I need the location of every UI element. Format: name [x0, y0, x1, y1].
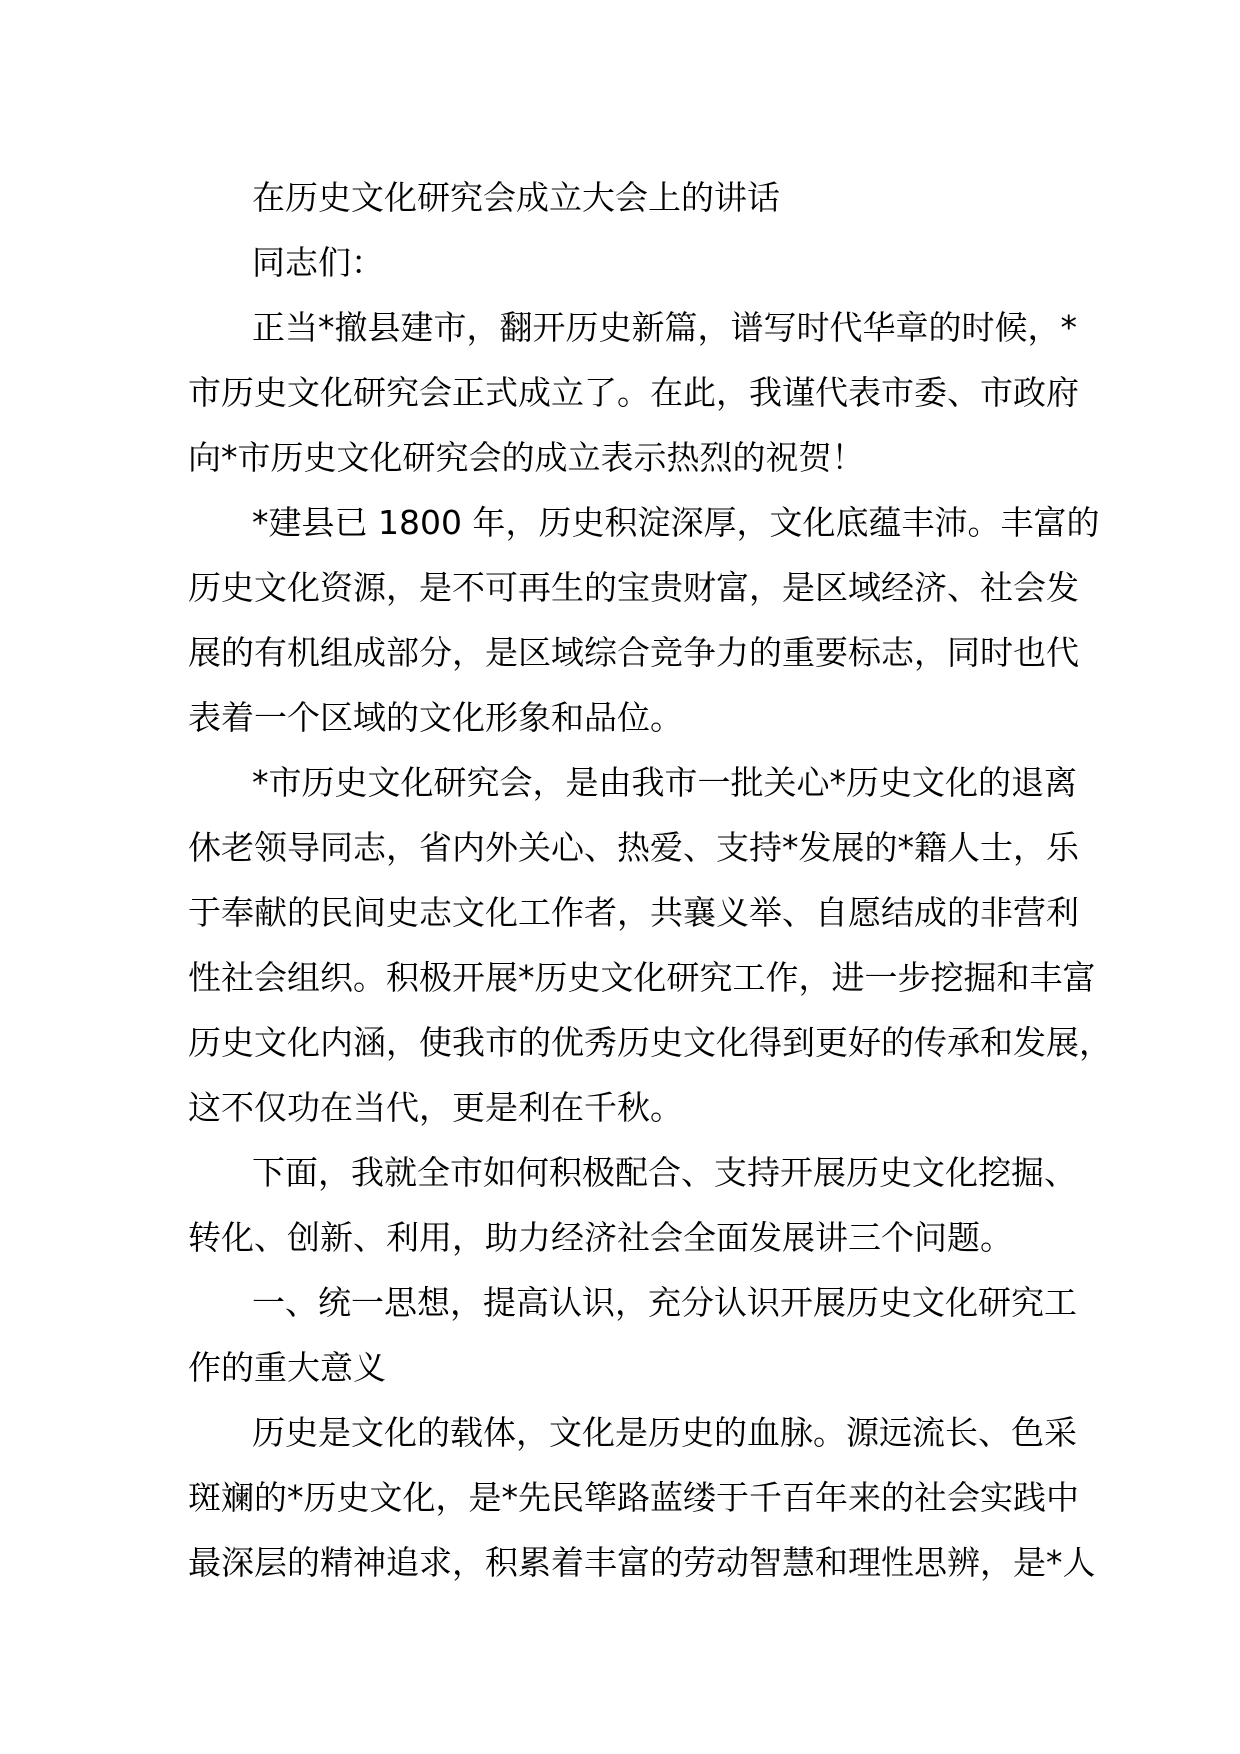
- paragraph-line: 这不仅功在当代，更是利在千秋。: [188, 1088, 683, 1127]
- paragraph-line: 转化、创新、利用，助力经济社会全面发展讲三个问题。: [188, 1218, 1013, 1257]
- paragraph-line: 展的有机组成部分，是区域综合竞争力的重要标志，同时也代: [188, 633, 1079, 672]
- paragraph-line: 历史文化资源，是不可再生的宝贵财富，是区域经济、社会发: [188, 568, 1079, 607]
- section-heading: 一、统一思想，提高认识，充分认识开展历史文化研究工: [252, 1283, 1077, 1322]
- salutation: 同志们：: [252, 243, 384, 282]
- paragraph-line: 市历史文化研究会正式成立了。在此，我谨代表市委、市政府: [188, 373, 1079, 412]
- paragraph-line: 向*市历史文化研究会的成立表示热烈的祝贺！: [188, 438, 865, 477]
- paragraph-line: 历史是文化的载体，文化是历史的血脉。源远流长、色采: [252, 1413, 1077, 1452]
- paragraph-line: 于奉献的民间史志文化工作者，共襄义举、自愿结成的非营利: [188, 893, 1079, 932]
- section-heading: 作的重大意义: [188, 1348, 386, 1387]
- paragraph-line: 性社会组织。积极开展*历史文化研究工作，进一步挖掘和丰富: [188, 958, 1096, 997]
- paragraph-line: 下面，我就全市如何积极配合、支持开展历史文化挖掘、: [252, 1153, 1077, 1192]
- paragraph-line: *建县已 1800 年，历史积淀深厚，文化底蕴丰沛。丰富的: [252, 503, 1100, 542]
- paragraph-line: 斑斓的*历史文化，是*先民筚路蓝缕于千百年来的社会实践中: [188, 1478, 1079, 1517]
- paragraph-line: 正当*撤县建市，翻开历史新篇，谱写时代华章的时候，*: [252, 308, 1077, 347]
- paragraph-line: 休老领导同志，省内外关心、热爱、支持*发展的*籍人士，乐: [188, 828, 1079, 867]
- paragraph-line: *市历史文化研究会，是由我市一批关心*历史文化的退离: [252, 763, 1077, 802]
- paragraph-line: 最深层的精神追求，积累着丰富的劳动智慧和理性思辨，是*人: [188, 1543, 1096, 1582]
- paragraph-line: 历史文化内涵，使我市的优秀历史文化得到更好的传承和发展，: [188, 1023, 1112, 1062]
- document-title: 在历史文化研究会成立大会上的讲话: [252, 178, 780, 217]
- paragraph-line: 表着一个区域的文化形象和品位。: [188, 698, 683, 737]
